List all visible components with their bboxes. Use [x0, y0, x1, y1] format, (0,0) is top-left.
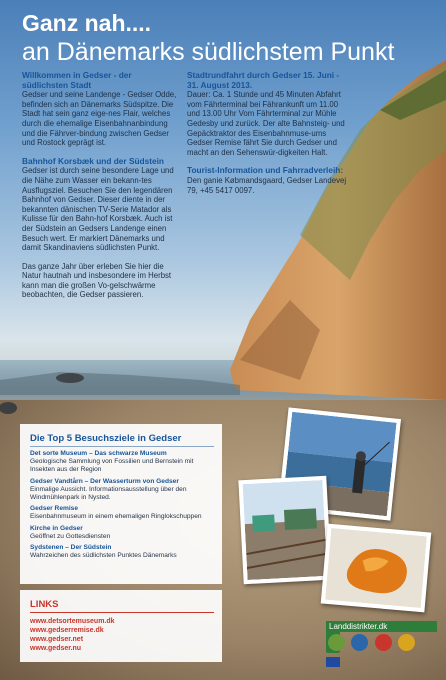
- nature-text: Das ganze Jahr über erleben Sie hier die Natur hautnah und insbesondere im Herbst kann man die großen Vo-gelschwärme beobachten, die Gedser passieren.: [22, 261, 172, 300]
- top5-list: [30, 450, 220, 563]
- list-item: [30, 478, 220, 503]
- link-detsortemuseum[interactable]: www.detsortemuseum.dk: [30, 618, 115, 625]
- gear-icon: [351, 634, 368, 651]
- item-desc: Geologische Sammlung von Fossilien und Bernstein mit Insekten aus der Region: [30, 458, 194, 474]
- headline-line2: an Dänemarks südlichstem Punkt: [22, 38, 395, 66]
- top5-title: Die Top 5 Besuchsziele in Gedser: [30, 433, 182, 444]
- sponsor-logos: [244, 615, 440, 675]
- tour-heading: Stadtrundfahrt durch Gedser 15. Juni - 31. August 2013.: [187, 70, 340, 90]
- link-gedserremise[interactable]: www.gedserremise.dk: [30, 627, 104, 634]
- flower-icon: [398, 634, 415, 651]
- landdistrikter-icons: [328, 634, 417, 654]
- welcome-heading: Willkommen in Gedser - der südlichsten Stadt: [22, 70, 132, 90]
- links-box: [20, 590, 222, 662]
- korsbaek-heading: Bahnhof Korsbæk und der Südstein: [22, 155, 164, 166]
- landdistrikter-brand: Landdistrikter.dk: [326, 621, 437, 632]
- at-sign-icon: [375, 634, 392, 651]
- welcome-text: Gedser und seine Landenge - Gedser Odde, befinden sich an Dänemarks Südspitze. Die Stadt hat sein ganz eige-nes Flair, welches durch die ehemalige Eisenbahnanbindung und die Fährver-bindung zwischen Gedser und Rostock geprägt ist.: [22, 90, 177, 148]
- item-name: Gedser Remise: [30, 505, 79, 513]
- tourist-info-heading: Tourist-Information und Fahrradverleih:: [187, 165, 344, 176]
- eu-flag-icon: [326, 657, 340, 667]
- headline-line1: Ganz nah....: [22, 10, 152, 36]
- item-desc: Geöffnet zu Gottesdiensten: [30, 532, 111, 540]
- top5-divider: [30, 446, 214, 447]
- item-desc: Eisenbahnmuseum in einem ehemaligen Ringlokschuppen: [30, 513, 202, 521]
- links-list: [30, 617, 115, 653]
- list-item: [30, 525, 220, 541]
- korsbaek-text: Gedser ist durch seine besondere Lage und die Nähe zum Wasser ein bekann-tes Ausflugsziel. Besuchen Sie den legendären Bahnhof von Gedser. Dieser diente in der bekannten dänischen TV-Serie Matador als Kulisse für den Bahn-hof Korsbæk. Auch ist der Südstein an Gedsers Landenge einen Besuch wert. Er markiert Dänemarks und damit Skandinaviens südlichsten Punkt.: [22, 166, 174, 253]
- left-column: [22, 71, 180, 309]
- list-item: [30, 450, 220, 475]
- item-name: Det sorte Museum – Das schwarze Museum: [30, 450, 167, 457]
- tour-text: Dauer: Ca. 1 Stunde und 45 Minuten Abfahrt vom Fährterminal bei Fährankunft um 11.00 und 13.00 Uhr Vom Fährterminal zur Mühle Gedesby und zurück. Der alte Bahnsteig- und Gepäcktraktor des Eisenbahnmuse-ums Gedser Remise fährt Sie durch Gedser und macht an den Sehenswür-digkeiten Halt.: [187, 90, 345, 157]
- item-desc: Einmalige Aussicht. Informationsausstellung über den Windmühlenpark in Nysted.: [30, 485, 187, 502]
- links-divider: [30, 612, 214, 613]
- photo-railway: [238, 476, 331, 584]
- leaf-icon: [328, 634, 345, 651]
- right-column: [187, 71, 347, 204]
- link-gedser-net[interactable]: www.gedser.net: [30, 636, 84, 643]
- item-name: Gedser Vandtårn – Der Wasserturm von Gedser: [30, 477, 179, 485]
- list-item: [30, 544, 220, 560]
- item-name: Kirche in Gedser: [30, 524, 83, 532]
- list-item: [30, 505, 220, 521]
- item-desc: Wahrzeichen des südlichsten Punktes Dänemarks: [30, 552, 177, 560]
- links-title: LINKS: [30, 599, 59, 610]
- link-gedser-nu[interactable]: www.gedser.nu: [30, 645, 82, 652]
- photo-amber: [321, 524, 432, 613]
- headline: [22, 10, 394, 67]
- top5-box: [20, 424, 222, 584]
- tourist-info-text: Den ganie Købmandsgaard, Gedser Landevej 79, +45 5417 0097.: [187, 175, 347, 195]
- item-name: Sydstenen – Der Südstein: [30, 544, 112, 552]
